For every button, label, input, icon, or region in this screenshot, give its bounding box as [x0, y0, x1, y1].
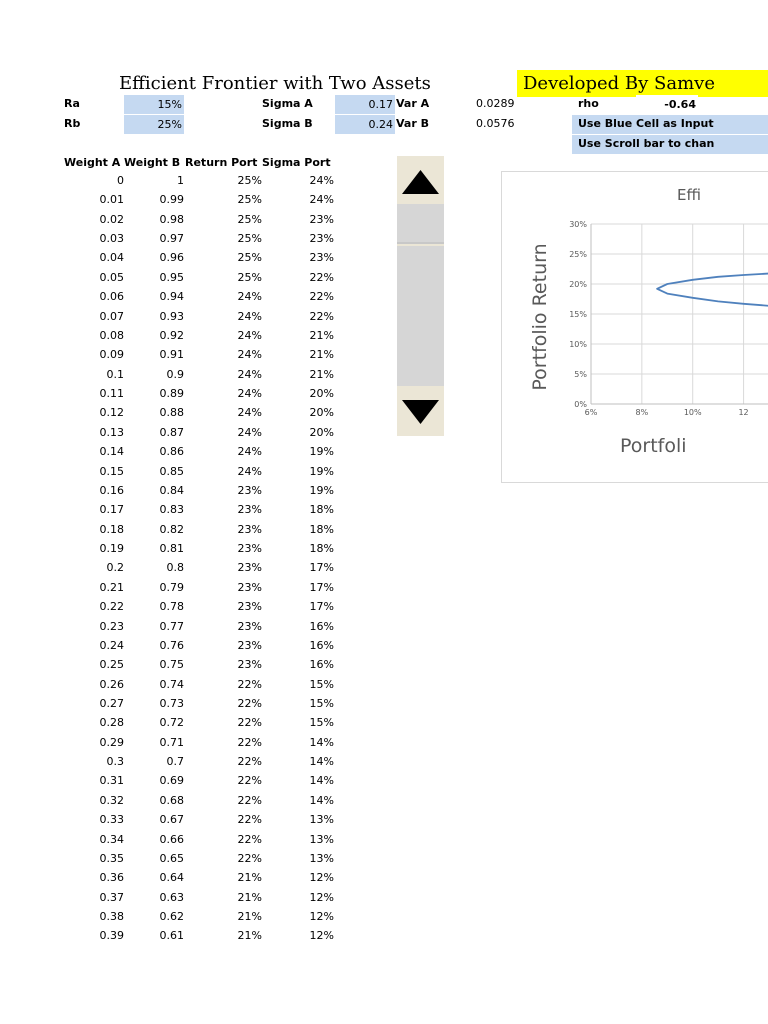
weight-a-cell: 0.38 — [99, 910, 124, 924]
weight-b-cell: 0.87 — [159, 425, 184, 439]
weight-b-cell: 0.99 — [159, 193, 184, 207]
return-port-cell: 22% — [237, 696, 262, 710]
chart-svg — [502, 172, 768, 483]
table-row — [0, 559, 340, 578]
weight-b-cell: 0.82 — [159, 522, 184, 536]
weight-a-cell: 0.02 — [99, 212, 124, 226]
return-port-cell: 25% — [237, 174, 262, 187]
rb-input[interactable]: 25% — [124, 115, 184, 134]
return-port-cell: 23% — [237, 658, 262, 672]
weight-b-cell: 0.94 — [159, 290, 184, 304]
table-row — [0, 482, 340, 501]
scroll-down-button[interactable] — [397, 388, 444, 436]
table-row — [0, 385, 340, 404]
table-row — [0, 811, 340, 830]
return-port-cell: 23% — [237, 542, 262, 556]
weight-b-cell: 0.92 — [159, 328, 184, 342]
scroll-thumb[interactable] — [397, 204, 444, 244]
sigma-port-cell: 13% — [309, 851, 334, 865]
weight-a-cell: 0.12 — [99, 406, 124, 420]
return-port-cell: 23% — [237, 503, 262, 517]
weight-a-cell: 0.28 — [99, 716, 124, 730]
table-row — [0, 772, 340, 791]
sigma-port-cell: 21% — [309, 367, 334, 381]
sigma-port-cell: 12% — [309, 890, 334, 904]
weight-b-cell: 0.79 — [159, 580, 184, 594]
sigma-port-cell: 13% — [309, 832, 334, 846]
sigma-port-cell: 20% — [309, 387, 334, 401]
table-row — [0, 889, 340, 908]
table-row — [0, 598, 340, 617]
sigma-port-cell: 23% — [309, 212, 334, 226]
table-row — [0, 734, 340, 753]
sigma-port-cell: 16% — [309, 619, 334, 633]
weight-b-cell: 0.7 — [166, 755, 184, 769]
y-tick-label: 10% — [569, 340, 587, 349]
return-port-cell: 22% — [237, 755, 262, 769]
weight-b-cell: 0.88 — [159, 406, 184, 420]
weight-a-cell: 0.1 — [106, 367, 124, 381]
scroll-track-fill[interactable] — [397, 246, 444, 386]
sigma-port-cell: 19% — [309, 464, 334, 478]
return-port-cell: 23% — [237, 600, 262, 614]
table-row — [0, 463, 340, 482]
sigma-port-cell: 12% — [309, 871, 334, 885]
weight-a-cell: 0.07 — [99, 309, 124, 323]
sigma-port-cell: 17% — [309, 580, 334, 594]
weight-b-cell: 0.73 — [159, 696, 184, 710]
weight-b-cell: 0.89 — [159, 387, 184, 401]
weight-scrollbar[interactable] — [397, 156, 444, 436]
sigma-a-label: Sigma A — [262, 97, 313, 110]
weight-b-cell: 0.71 — [159, 735, 184, 749]
return-port-cell: 25% — [237, 270, 262, 284]
sigma-port-cell: 21% — [309, 348, 334, 362]
y-tick-label: 0% — [574, 400, 587, 409]
table-row — [0, 908, 340, 927]
sigma-port-cell: 18% — [309, 542, 334, 556]
return-port-cell: 21% — [237, 890, 262, 904]
return-port-cell: 21% — [237, 910, 262, 924]
weight-a-cell: 0.09 — [99, 348, 124, 362]
sigma-port-cell: 18% — [309, 522, 334, 536]
return-port-cell: 22% — [237, 851, 262, 865]
scroll-up-button[interactable] — [397, 156, 444, 204]
table-row — [0, 850, 340, 869]
weight-a-cell: 0.15 — [99, 464, 124, 478]
table-row — [0, 618, 340, 637]
rb-label: Rb — [64, 117, 81, 130]
weight-a-cell: 0.26 — [99, 677, 124, 691]
weight-b-cell: 0.78 — [159, 600, 184, 614]
return-port-cell: 24% — [237, 290, 262, 304]
table-row — [0, 656, 340, 675]
return-port-cell: 25% — [237, 251, 262, 265]
sigma-port-cell: 19% — [309, 445, 334, 459]
weight-a-cell: 0.35 — [99, 851, 124, 865]
sigma-port-cell: 19% — [309, 483, 334, 497]
return-port-cell: 22% — [237, 735, 262, 749]
weight-b-cell: 0.95 — [159, 270, 184, 284]
return-port-cell: 25% — [237, 193, 262, 207]
weight-b-cell: 0.84 — [159, 483, 184, 497]
sigma-port-cell: 23% — [309, 251, 334, 265]
weight-a-cell: 0 — [117, 174, 124, 187]
table-row — [0, 404, 340, 423]
sigma-port-cell: 14% — [309, 735, 334, 749]
return-port-cell: 24% — [237, 348, 262, 362]
sigma-port-cell: 22% — [309, 270, 334, 284]
weight-b-cell: 0.72 — [159, 716, 184, 730]
sigma-port-cell: 20% — [309, 406, 334, 420]
weight-b-cell: 0.74 — [159, 677, 184, 691]
sigma-port-cell: 24% — [309, 193, 334, 207]
sigma-port-cell: 16% — [309, 658, 334, 672]
sigma-port-cell: 23% — [309, 232, 334, 246]
table-row — [0, 443, 340, 462]
sigma-port-cell: 24% — [309, 174, 334, 187]
frontier-series-line — [657, 273, 768, 306]
triangle-down-icon — [400, 396, 441, 426]
weight-b-cell: 0.83 — [159, 503, 184, 517]
sigma-port-cell: 18% — [309, 503, 334, 517]
weight-a-cell: 0.04 — [99, 251, 124, 265]
table-row — [0, 327, 340, 346]
weight-b-cell: 0.66 — [159, 832, 184, 846]
return-port-cell: 22% — [237, 677, 262, 691]
weight-a-cell: 0.34 — [99, 832, 124, 846]
ra-label: Ra — [64, 97, 80, 110]
sigma-port-cell: 12% — [309, 910, 334, 924]
y-tick-label: 25% — [569, 250, 587, 259]
weight-a-cell: 0.18 — [99, 522, 124, 536]
var-a-value: 0.0289 — [476, 97, 515, 110]
chart-title: Effi — [677, 186, 701, 204]
weight-a-cell: 0.08 — [99, 328, 124, 342]
return-port-cell: 25% — [237, 212, 262, 226]
weight-b-cell: 0.96 — [159, 251, 184, 265]
sigma-port-cell: 15% — [309, 716, 334, 730]
weight-a-cell: 0.06 — [99, 290, 124, 304]
table-row — [0, 831, 340, 850]
weight-a-cell: 0.23 — [99, 619, 124, 633]
efficient-frontier-chart — [501, 171, 768, 483]
table-row — [0, 346, 340, 365]
weight-a-cell: 0.25 — [99, 658, 124, 672]
weight-b-cell: 0.64 — [159, 871, 184, 885]
weight-b-cell: 0.98 — [159, 212, 184, 226]
weight-b-cell: 0.62 — [159, 910, 184, 924]
table-row — [0, 579, 340, 598]
var-b-value: 0.0576 — [476, 117, 515, 130]
weight-a-cell: 0.01 — [99, 193, 124, 207]
header-return-port: Return Port — [185, 156, 258, 169]
weight-b-cell: 0.8 — [166, 561, 184, 575]
table-row — [0, 753, 340, 772]
x-tick-label: 12 — [738, 408, 749, 417]
return-port-cell: 22% — [237, 793, 262, 807]
table-row — [0, 288, 340, 307]
sigma-port-cell: 17% — [309, 600, 334, 614]
table-row — [0, 714, 340, 733]
return-port-cell: 24% — [237, 387, 262, 401]
return-port-cell: 22% — [237, 716, 262, 730]
weight-b-cell: 0.75 — [159, 658, 184, 672]
weight-b-cell: 0.68 — [159, 793, 184, 807]
y-tick-label: 15% — [569, 310, 587, 319]
sigma-port-cell: 15% — [309, 696, 334, 710]
return-port-cell: 22% — [237, 813, 262, 827]
weight-a-cell: 0.13 — [99, 425, 124, 439]
weight-a-cell: 0.29 — [99, 735, 124, 749]
sigma-b-input[interactable]: 0.24 — [335, 115, 395, 134]
weight-b-cell: 1 — [177, 174, 184, 187]
table-row — [0, 249, 340, 268]
return-port-cell: 21% — [237, 871, 262, 885]
y-tick-label: 30% — [569, 220, 587, 229]
weight-a-cell: 0.14 — [99, 445, 124, 459]
x-tick-label: 8% — [635, 408, 649, 417]
weight-a-cell: 0.2 — [106, 561, 124, 575]
weight-a-cell: 0.33 — [99, 813, 124, 827]
return-port-cell: 21% — [237, 929, 262, 943]
sigma-port-cell: 15% — [309, 677, 334, 691]
table-row — [0, 637, 340, 656]
weight-a-cell: 0.17 — [99, 503, 124, 517]
y-tick-label: 5% — [574, 370, 587, 379]
weight-a-cell: 0.21 — [99, 580, 124, 594]
weight-b-cell: 0.97 — [159, 232, 184, 246]
table-row — [0, 211, 340, 230]
sigma-port-cell: 14% — [309, 793, 334, 807]
sigma-port-cell: 22% — [309, 309, 334, 323]
table-row — [0, 927, 340, 946]
rho-label: rho — [578, 97, 599, 110]
table-row — [0, 676, 340, 695]
weight-a-cell: 0.37 — [99, 890, 124, 904]
return-port-cell: 23% — [237, 638, 262, 652]
weight-b-cell: 0.91 — [159, 348, 184, 362]
table-row — [0, 424, 340, 443]
instruction-note-2: Use Scroll bar to chan — [572, 135, 768, 154]
weight-b-cell: 0.77 — [159, 619, 184, 633]
return-port-cell: 24% — [237, 425, 262, 439]
return-port-cell: 23% — [237, 561, 262, 575]
sigma-port-cell: 14% — [309, 755, 334, 769]
sigma-port-cell: 21% — [309, 328, 334, 342]
return-port-cell: 22% — [237, 774, 262, 788]
x-tick-label: 10% — [683, 408, 702, 417]
sigma-port-cell: 16% — [309, 638, 334, 652]
weight-a-cell: 0.24 — [99, 638, 124, 652]
table-row — [0, 792, 340, 811]
return-port-cell: 24% — [237, 309, 262, 323]
table-row — [0, 501, 340, 520]
page-title: Efficient Frontier with Two Assets — [119, 73, 431, 94]
instruction-note-1: Use Blue Cell as Input — [572, 115, 768, 134]
return-port-cell: 22% — [237, 832, 262, 846]
weight-b-cell: 0.85 — [159, 464, 184, 478]
sigma-port-cell: 13% — [309, 813, 334, 827]
sigma-a-input[interactable]: 0.17 — [335, 95, 395, 114]
weight-a-cell: 0.22 — [99, 600, 124, 614]
weight-b-cell: 0.69 — [159, 774, 184, 788]
table-row — [0, 191, 340, 210]
table-row — [0, 869, 340, 888]
weight-a-cell: 0.19 — [99, 542, 124, 556]
weight-b-cell: 0.86 — [159, 445, 184, 459]
weight-b-cell: 0.63 — [159, 890, 184, 904]
triangle-up-icon — [400, 168, 441, 198]
weight-a-cell: 0.32 — [99, 793, 124, 807]
table-row — [0, 230, 340, 249]
sigma-port-cell: 14% — [309, 774, 334, 788]
x-tick-label: 6% — [584, 408, 598, 417]
return-port-cell: 23% — [237, 580, 262, 594]
table-row — [0, 308, 340, 327]
sigma-b-label: Sigma B — [262, 117, 313, 130]
return-port-cell: 24% — [237, 367, 262, 381]
sigma-port-cell: 12% — [309, 929, 334, 943]
sigma-port-cell: 22% — [309, 290, 334, 304]
sigma-port-cell: 20% — [309, 425, 334, 439]
table-row — [0, 366, 340, 385]
weights-table — [0, 172, 340, 952]
rho-input[interactable]: -0.64 — [636, 95, 698, 114]
return-port-cell: 23% — [237, 522, 262, 536]
sigma-port-cell: 17% — [309, 561, 334, 575]
weight-a-cell: 0.3 — [106, 755, 124, 769]
developer-banner: Developed By Samve — [517, 70, 768, 97]
return-port-cell: 24% — [237, 406, 262, 420]
weight-a-cell: 0.03 — [99, 232, 124, 246]
return-port-cell: 23% — [237, 483, 262, 497]
return-port-cell: 24% — [237, 328, 262, 342]
weight-a-cell: 0.16 — [99, 483, 124, 497]
weight-b-cell: 0.65 — [159, 851, 184, 865]
return-port-cell: 24% — [237, 464, 262, 478]
var-b-label: Var B — [396, 117, 429, 130]
weight-b-cell: 0.93 — [159, 309, 184, 323]
table-row — [0, 540, 340, 559]
return-port-cell: 25% — [237, 232, 262, 246]
x-axis-label: Portfoli — [620, 435, 687, 457]
header-sigma-port: Sigma Port — [262, 156, 331, 169]
weight-b-cell: 0.67 — [159, 813, 184, 827]
weight-a-cell: 0.11 — [99, 387, 124, 401]
weight-b-cell: 0.9 — [166, 367, 184, 381]
header-weight-b: Weight B — [124, 156, 181, 169]
table-row — [0, 269, 340, 288]
weight-a-cell: 0.31 — [99, 774, 124, 788]
weight-a-cell: 0.36 — [99, 871, 124, 885]
table-row — [0, 695, 340, 714]
weight-b-cell: 0.81 — [159, 542, 184, 556]
var-a-label: Var A — [396, 97, 430, 110]
weight-a-cell: 0.05 — [99, 270, 124, 284]
table-row — [0, 172, 340, 191]
weight-b-cell: 0.76 — [159, 638, 184, 652]
y-axis-label: Portfolio Return — [529, 243, 551, 391]
table-row — [0, 521, 340, 540]
ra-input[interactable]: 15% — [124, 95, 184, 114]
weight-a-cell: 0.39 — [99, 929, 124, 943]
return-port-cell: 23% — [237, 619, 262, 633]
y-tick-label: 20% — [569, 280, 587, 289]
return-port-cell: 24% — [237, 445, 262, 459]
header-weight-a: Weight A — [64, 156, 121, 169]
weight-a-cell: 0.27 — [99, 696, 124, 710]
weight-b-cell: 0.61 — [159, 929, 184, 943]
